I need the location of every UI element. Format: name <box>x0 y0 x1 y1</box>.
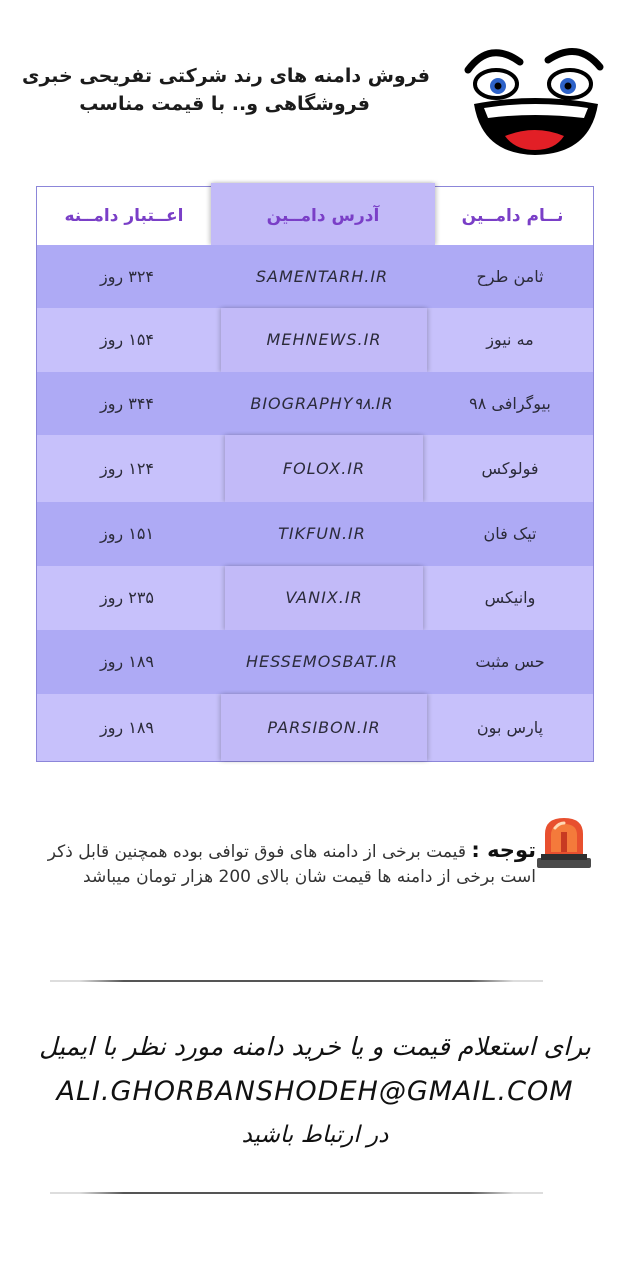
domain-name: پارس بون <box>476 718 544 737</box>
title-line-2: فروشگاهی و.. با قیمت مناسب <box>79 93 370 115</box>
domain-address: FOLOX.IR <box>225 435 423 502</box>
domain-name: فولوکس <box>481 459 539 478</box>
table-row <box>37 694 593 761</box>
page-header <box>0 0 630 170</box>
domain-address: VANIX.IR <box>225 566 423 630</box>
domain-validity: ۱۸۹ روز <box>99 718 155 737</box>
domain-validity: ۳۲۴ روز <box>99 267 155 286</box>
notice-label: توجه : <box>471 838 536 862</box>
smiley-face-icon <box>460 32 610 157</box>
domain-address: TIKFUN.IR <box>217 502 427 566</box>
notice-body: قیمت برخی از دامنه های فوق توافی بوده همچنین قابل ذکر است برخی از دامنه ها قیمت شان بالای 200 هزار تومان میباشد <box>47 842 536 887</box>
contact-line-1: برای استعلام قیمت و یا خرید دامنه مورد نظر با ایمیل <box>39 1032 591 1061</box>
domain-name: ثامن طرح <box>476 267 544 286</box>
table-row <box>37 245 593 308</box>
header-domain-name: نــام دامــین <box>461 206 564 226</box>
header-domain-address: آدرس دامــین <box>211 183 435 245</box>
domain-validity: ۳۴۴ روز <box>99 394 155 413</box>
header-domain-validity: اعــتبار دامــنه <box>64 206 184 226</box>
page-title <box>10 62 430 118</box>
table-row <box>37 308 593 372</box>
domain-validity: ۱۲۴ روز <box>99 459 155 478</box>
domain-name: حس مثبت <box>475 652 545 671</box>
domain-name: وانیکس <box>484 588 536 607</box>
domain-name: مه نیوز <box>486 330 534 349</box>
siren-icon <box>533 810 595 872</box>
contact-email[interactable]: ALI.GHORBANSHODEH@GMAIL.COM <box>56 1076 574 1107</box>
domain-address: BIOGRAPHY۹۸.IR <box>217 372 427 435</box>
domain-table <box>36 186 594 762</box>
domain-name: تیک فان <box>483 524 537 543</box>
domain-address: PARSIBON.IR <box>221 694 427 761</box>
domain-address: MEHNEWS.IR <box>221 308 427 372</box>
domain-validity: ۲۳۵ روز <box>99 588 155 607</box>
domain-validity: ۱۸۹ روز <box>99 652 155 671</box>
domain-address: HESSEMOSBAT.IR <box>217 630 427 694</box>
table-row <box>37 566 593 630</box>
table-row <box>37 630 593 694</box>
notice-text <box>40 838 536 890</box>
divider <box>50 980 543 982</box>
domain-address: SAMENTARH.IR <box>217 245 427 308</box>
table-header <box>37 187 593 245</box>
table-row <box>37 502 593 566</box>
divider <box>50 1192 543 1194</box>
domain-validity: ۱۵۱ روز <box>99 524 155 543</box>
domain-validity: ۱۵۴ روز <box>99 330 155 349</box>
table-row <box>37 372 593 435</box>
title-line-1: فروش دامنه های رند شرکتی تفریحی خبری <box>22 65 430 87</box>
domain-name: بیوگرافی ۹۸ <box>469 394 551 413</box>
contact-line-3: در ارتباط باشید <box>241 1122 389 1148</box>
table-row <box>37 435 593 502</box>
